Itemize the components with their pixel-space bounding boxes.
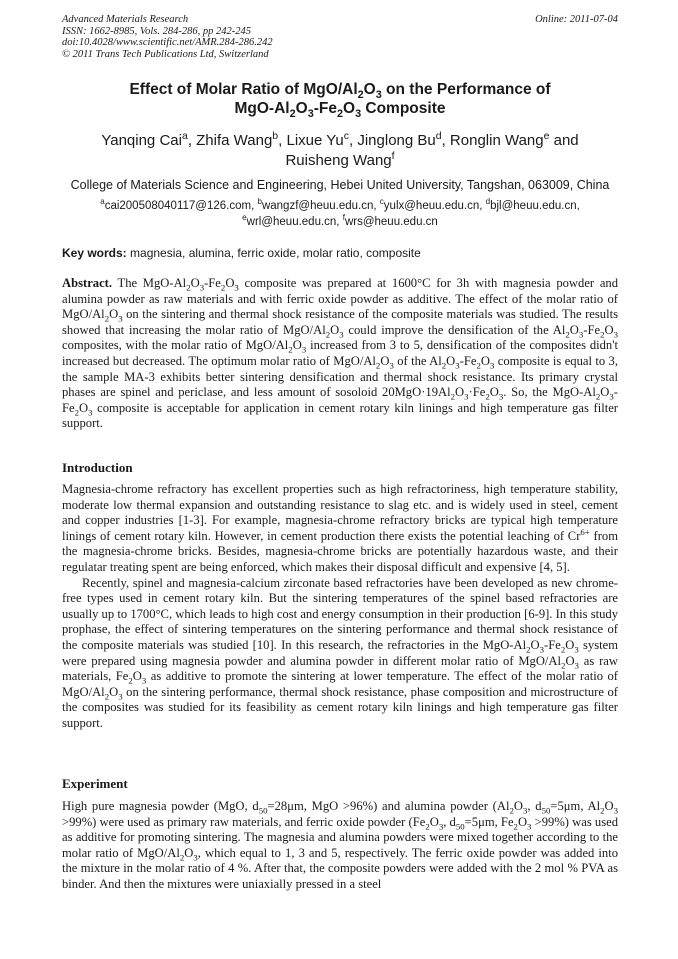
online-date: Online: 2011-07-04	[535, 14, 618, 25]
introduction-body	[62, 482, 618, 732]
introduction-heading: Introduction	[62, 460, 133, 475]
intro-paragraph-1: Magnesia-chrome refractory has excellent properties such as high refractoriness, high temperature stability, moderate low thermal expansion and outstanding resistance to slag etc. and is widely used in steel, cement and copper industries [1-3]. For example, magnesia-chrome refractory bricks are typical high temperature linings of cement rotary kiln. However, in cement production there exists the potential leaching of $Cr^{6+}$ from the magnesia-chrome bricks. Besides, magnesia-chrome bricks are potentially hazardous waste, and their regulatar treating spent are being enforced, which makes their disposal difficult and expensive [4, 5].	[62, 482, 618, 574]
issn-line: ISSN: 1662-8985, Vols. 284-286, pp 242-245	[62, 25, 251, 37]
journal-name: Advanced Materials Research	[62, 14, 189, 25]
journal-header	[62, 14, 618, 60]
author-emails: $^a$cai200508040117@126.com, $^b$wangzf@heuu.edu.cn, $^c$yulx@heuu.edu.cn, $^d$bjl@heuu.edu.cn, $^e$wrl@heuu.edu.cn, $^f$wrs@heuu.edu.cn	[100, 197, 580, 228]
experiment-body: High pure magnesia powder (MgO, $d_{50}=28\mu m$, MgO >96%) and alumina powder ($Al_2O_3$, $d_{50}=5\mu m$, $Al_2O_3 >99\%$) were used as primary raw materials, and ferric oxide powder ($Fe_2O_3$, $d_{50}=5\mu m$, $Fe_2O_3 >99\%$) was used as additive for promoting sintering. The magnesia and alumina powders were mixed together according to the molar ratio of MgO/$Al_2O_3$, which equal to 1, 3 and 5, respectively. The ferric oxide powder was added into the mixture in the molar ratio of 4 %. After that, the composite powders were added with the 2 mol % PVA as binder. And then the mixtures were uniaxially pressed in a steel	[62, 799, 619, 891]
affiliation: College of Materials Science and Engineering, Hebei United University, Tangshan, 063009, China	[70, 178, 610, 192]
doi-line: doi:10.4028/www.scientific.net/AMR.284-286.242	[62, 37, 273, 48]
author-list: Yanqing Cai$^a$, Zhifa Wang$^b$, Lixue Yu$^c$, Jinglong Bu$^d$, Ronglin Wang$^e$ and Ruisheng Wang$^f$	[101, 130, 579, 169]
keywords	[62, 245, 618, 261]
keywords-label: Key words:	[62, 246, 127, 260]
intro-paragraph-2: Recently, spinel and magnesia-calcium zirconate based refractories have been developed as new chrome-free types used in cement rotary kiln. But the sintering temperatures of the spinel based refractories are usually up to 1700°C, which leads to high cost and energy consumption in their production [6-9]. In this study prophase, the effect of sintering temperatures on the sintering performance and thermal shock resistance of the composite materials was studied [10]. In this research, the refractories in the MgO-$Al_2O_3-Fe_2O_3$ system were prepared using magnesia powder and alumina powder in different molar ratio of MgO/$Al_2O_3$ as raw materials, $Fe_2O_3$ as additive to promote the sintering at lower temperature. The effect of the molar ratio of MgO/$Al_2O_3$ on the sintering performance, thermal shock resistance, phase composition and microstructure of the composites was studied for its feasibility as cement rotary kiln linings and high temperature gas filter support.	[62, 575, 618, 730]
copyright-line: © 2011 Trans Tech Publications Ltd, Switzerland	[62, 48, 269, 60]
experiment-heading: Experiment	[62, 776, 128, 791]
abstract: Abstract. The MgO-$Al_2O_3-Fe_2O_3$ composite was prepared at 1600°C for 3h with magnesia powder and alumina powder as raw materials and with ferric oxide powder as additive. The effect of the molar ratio of MgO/$Al_2O_3$ on the sintering and thermal shock resistance of the composite materials was studied. The results showed that increasing the molar ratio of MgO/$Al_2O_3$ could improve the densification of the $Al_2O_3-Fe_2O_3$ composites, with the molar ratio of MgO/$Al_2O_3$ increased from 3 to 5, densification of the composites didn't increased but decreased. The optimum molar ratio of MgO/$Al_2O_3$ of the $Al_2O_3-Fe_2O_3$ composite is equal to 3, the sample MA-3 exhibits better sintering densification and thermal shock resistance. Its primary crystal phases are spinel and periclase, and less amount of sosoloid $20MgO\cdot 19Al_2O_3\cdot Fe_2O_3$. So, the MgO-$Al_2O_3-Fe_2O_3$ composite is acceptable for application in cement rotary kiln linings and high temperature gas filter support.	[62, 276, 619, 431]
paper-title: Effect of Molar Ratio of MgO/$Al_2O_3$ on the Performance of MgO-$Al_2O_3-Fe_2O_3$ Composite	[129, 81, 551, 121]
keywords-text: magnesia, alumina, ferric oxide, molar ratio, composite	[126, 246, 421, 260]
